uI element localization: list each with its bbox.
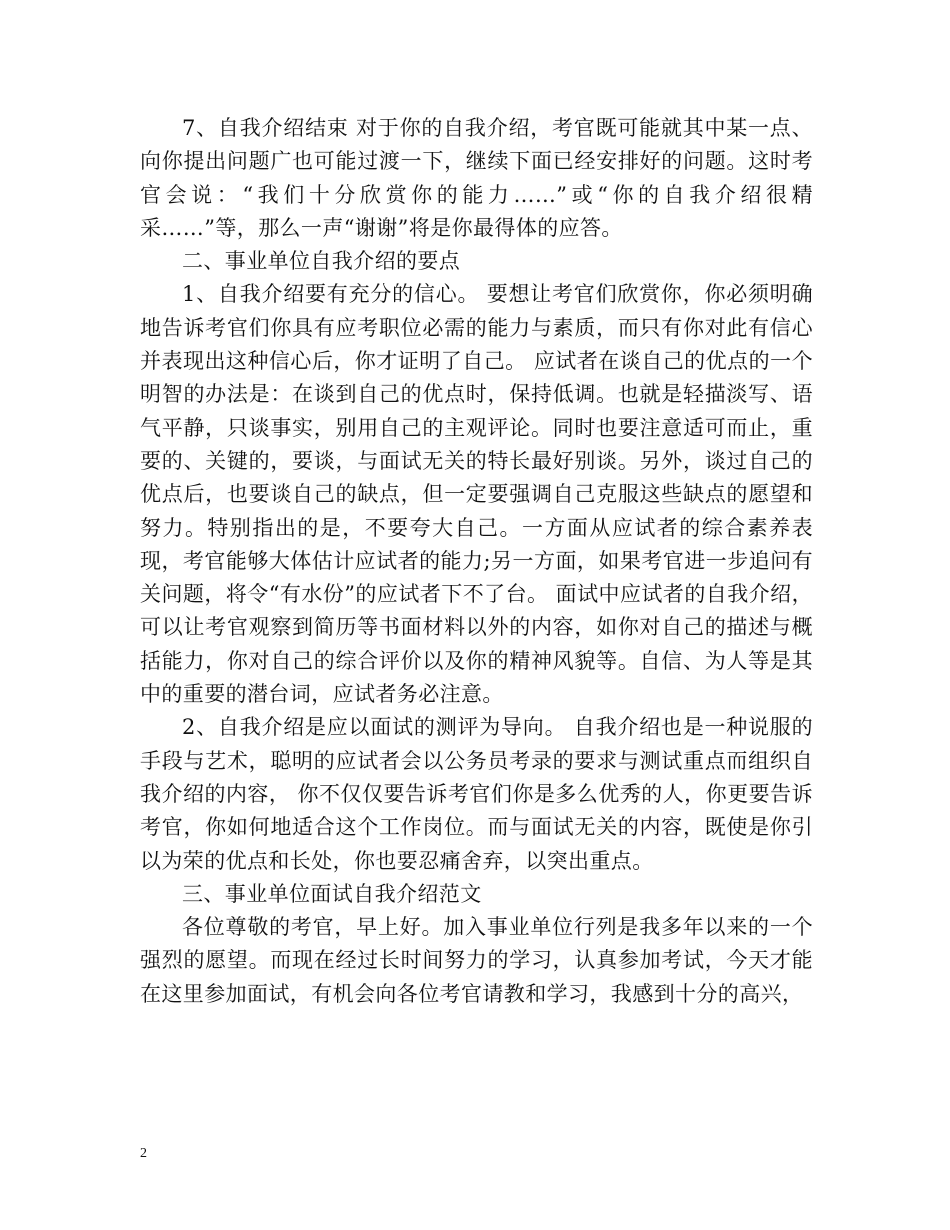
paragraph-self-intro-end: 7、自我介绍结束 对于你的自我介绍，考官既可能就其中某一点、向你提出问题广也可能过渡一下，继续下面已经安排好的问题。这时考官会说：“我们十分欣赏你的能力……”或“你的自我介绍很精采……”等，那么一声“谢谢”将是你最得体的应答。 xyxy=(140,116,813,240)
paragraph-confidence: 1、自我介绍要有充分的信心。 要想让考官们欣赏你，你必须明确地告诉考官们你具有应考职位必需的能力与素质，而只有你对此有信心并表现出这种信心后，你才证明了自己。 应试者在谈自己的优点的一个明智的办法是：在谈到自己的优点时，保持低调。也就是轻描淡写、语气平静，只谈事实，别用自己的主观评论。同时也要注意适可而止，重要的、关键的，要谈，与面试无关的特长最好别谈。另外，谈过自己的优点后，也要谈自己的缺点，但一定要强调自己克服这些缺点的愿望和努力。特别指出的是，不要夸大自己。一方面从应试者的综合素养表现，考官能够大体估计应试者的能力;另一方面，如果考官进一步追问有关问题，将令“有水份”的应试者下不了台。 面试中应试者的自我介绍，可以让考官观察到简历等书面材料以外的内容，如你对自己的描述与概括能力，你对自己的综合评价以及你的精神风貌等。自信、为人等是其中的重要的潜台词，应试者务必注意。 xyxy=(140,282,813,707)
paragraph-sample-intro: 各位尊敬的考官，早上好。加入事业单位行列是我多年以来的一个强烈的愿望。而现在经过长时间努力的学习，认真参加考试，今天才能在这里参加面试，有机会向各位考官请教和学习，我感到十分的高兴， xyxy=(140,915,813,1006)
paragraph-evaluation-oriented: 2、自我介绍是应以面试的测评为导向。 自我介绍也是一种说服的手段与艺术，聪明的应试者会以公务员考录的要求与测试重点而组织自我介绍的内容， 你不仅仅要告诉考官们你是多么优秀的人，你更要告诉考官，你如何地适合这个工作岗位。而与面试无关的内容，既使是你引以为荣的优点和长处，你也要忍痛舍弃，以突出重点。 xyxy=(140,715,813,873)
section-heading-key-points: 二、事业单位自我介绍的要点 xyxy=(182,249,461,274)
page-number: 2 xyxy=(140,1146,147,1161)
document-body xyxy=(140,112,813,1011)
section-heading-sample-text: 三、事业单位面试自我介绍范文 xyxy=(182,881,482,906)
